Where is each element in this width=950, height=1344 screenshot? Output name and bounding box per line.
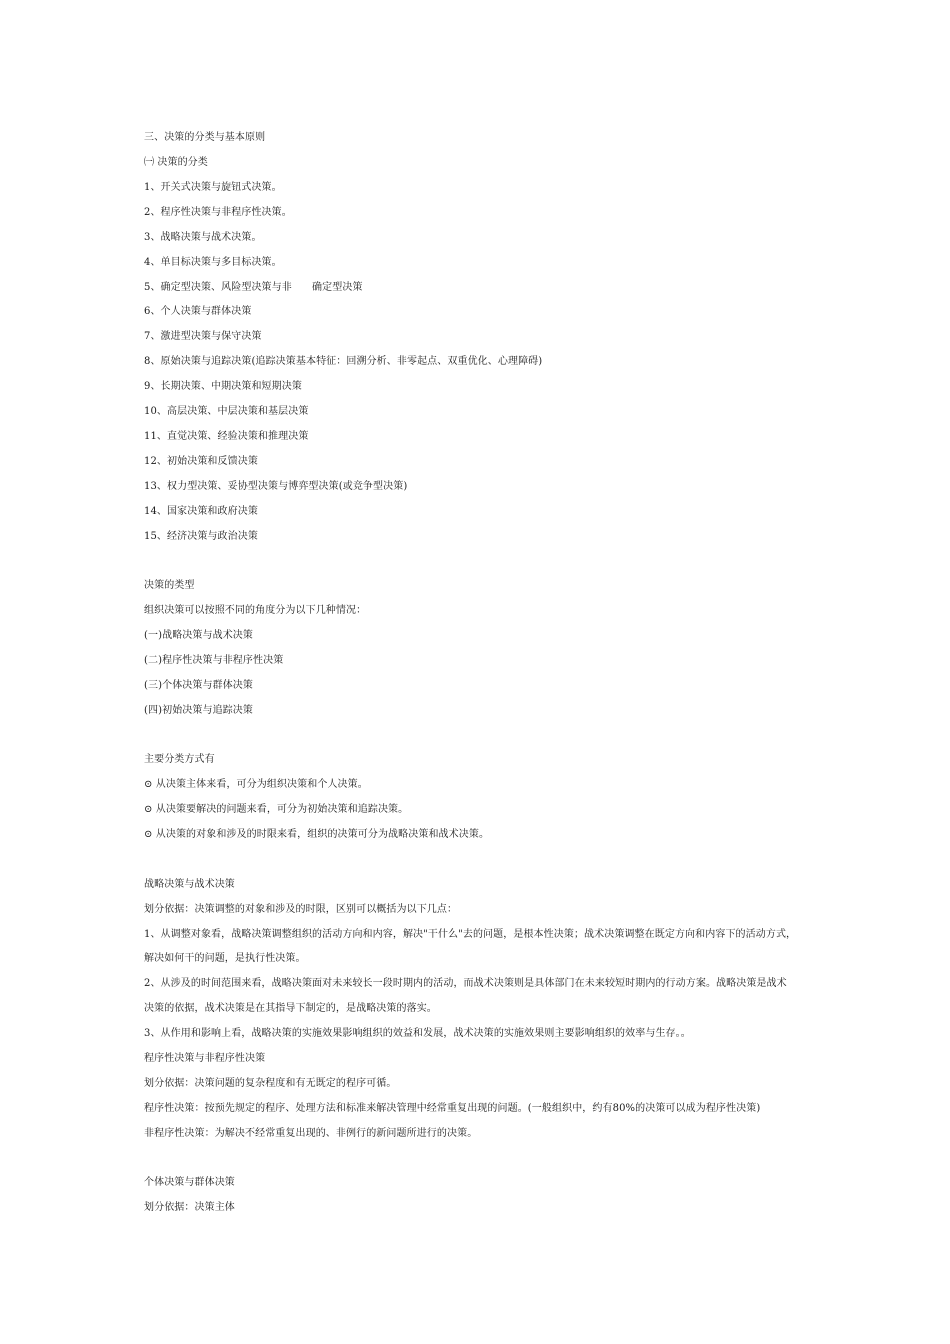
list-item: 8、原始决策与追踪决策(追踪决策基本特征：回溯分析、非零起点、双重优化、心理障碍) [144,356,543,367]
list-item: 4、单目标决策与多目标决策。 [144,257,282,268]
list-item: 3、战略决策与战术决策。 [144,232,262,243]
list-item: 12、初始决策和反馈决策 [144,456,258,467]
list-item: 6、个人决策与群体决策 [144,306,252,317]
list-item: 7、激进型决策与保守决策 [144,331,262,342]
paragraph: 划分依据：决策主体 [144,1202,235,1213]
bullet-item: ⊙ 从决策要解决的问题来看，可分为初始决策和追踪决策。 [144,804,409,815]
paragraph: 1、从调整对象看，战略决策调整组织的活动方向和内容，解决"干什么"去的问题，是根本性决策；战术决策调整在既定方向和内容下的活动方式， [144,929,797,940]
section-heading: 战略决策与战术决策 [144,879,235,890]
subsection-heading: ㈠ 决策的分类 [144,157,208,168]
section-heading: 个体决策与群体决策 [144,1177,235,1188]
list-item: 10、高层决策、中层决策和基层决策 [144,406,309,417]
paragraph: 程序性决策：按预先规定的程序、处理方法和标准来解决管理中经常重复出现的问题。(一般组织中，约有80%的决策可以成为程序性决策) [144,1103,761,1114]
list-item: 2、程序性决策与非程序性决策。 [144,207,292,218]
section-heading: 三、决策的分类与基本原则 [144,132,266,143]
list-item: 13、权力型决策、妥协型决策与博弈型决策(或竞争型决策) [144,481,408,492]
bullet-item: ⊙ 从决策主体来看，可分为组织决策和个人决策。 [144,779,368,790]
paragraph: 划分依据：决策调整的对象和涉及的时限，区别可以概括为以下几点： [144,904,458,915]
paragraph: 组织决策可以按照不同的角度分为以下几种情况： [144,605,367,616]
bullet-item: ⊙ 从决策的对象和涉及的时限来看，组织的决策可分为战略决策和战术决策。 [144,829,490,840]
section-heading: 决策的类型 [144,580,195,591]
paragraph: 2、从涉及的时间范围来看，战略决策面对未来较长一段时期内的活动，而战术决策则是具体部门在未来较短时期内的行动方案。战略决策是战术 [144,978,787,989]
section-heading: 程序性决策与非程序性决策 [144,1053,266,1064]
list-item: (二)程序性决策与非程序性决策 [144,655,284,666]
paragraph: 非程序性决策：为解决不经常重复出现的、非例行的新问题所进行的决策。 [144,1128,478,1139]
list-item: (四)初始决策与追踪决策 [144,705,254,716]
list-item: 1、开关式决策与旋钮式决策。 [144,182,282,193]
section-heading: 主要分类方式有 [144,754,215,765]
paragraph: 解决如何干的问题，是执行性决策。 [144,953,306,964]
paragraph: 3、从作用和影响上看，战略决策的实施效果影响组织的效益和发展，战术决策的实施效果则主要影响组织的效率与生存。。 [144,1028,691,1039]
list-item: 14、国家决策和政府决策 [144,506,258,517]
paragraph: 决策的依据，战术决策是在其指导下制定的，是战略决策的落实。 [144,1003,437,1014]
list-item: 11、直觉决策、经验决策和推理决策 [144,431,309,442]
list-item: 5、确定型决策、风险型决策与非 确定型决策 [144,282,363,293]
list-item: 9、长期决策、中期决策和短期决策 [144,381,302,392]
list-item: (一)战略决策与战术决策 [144,630,254,641]
list-item: 15、经济决策与政治决策 [144,531,258,542]
paragraph: 划分依据：决策问题的复杂程度和有无既定的程序可循。 [144,1078,397,1089]
list-item: (三)个体决策与群体决策 [144,680,254,691]
